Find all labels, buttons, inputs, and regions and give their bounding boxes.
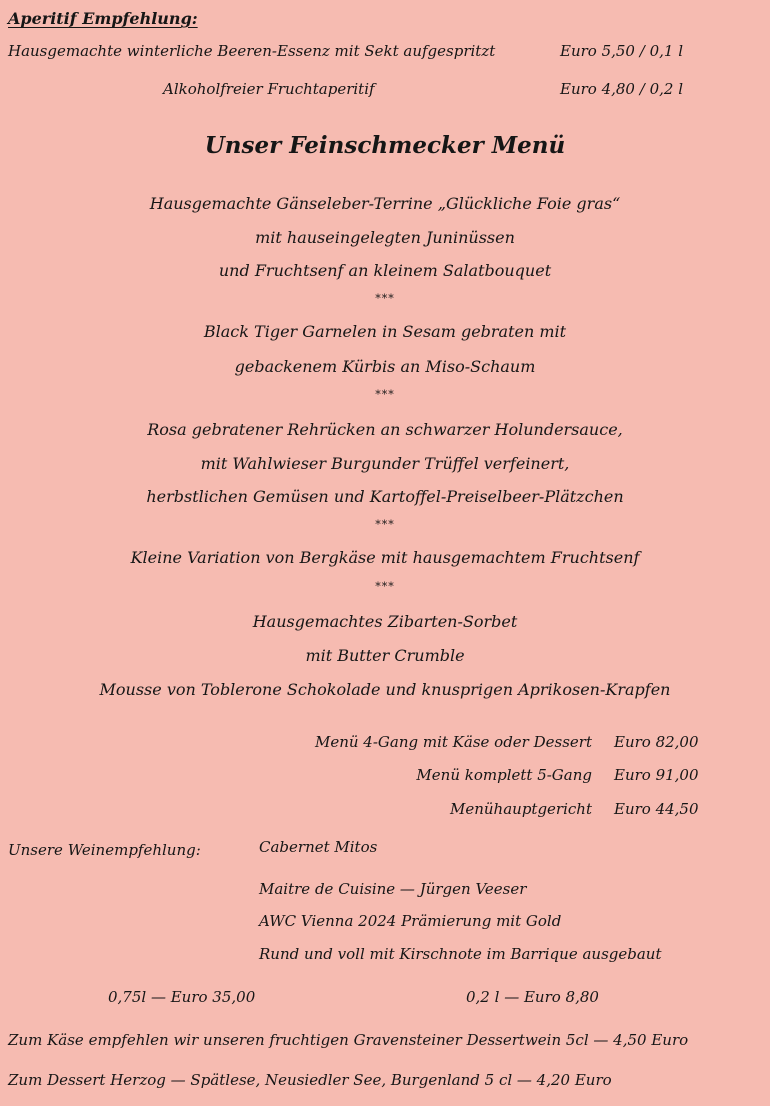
course-separator: ***: [375, 580, 395, 593]
course-4-line-1: Kleine Variation von Bergkäse mit hausgemachtem Fruchtsenf: [130, 548, 640, 567]
wine-detail-1: Maitre de Cuisine — Jürgen Veeser: [259, 880, 527, 898]
wine-detail-3: Rund und voll mit Kirschnote im Barrique ausgebaut: [259, 945, 662, 963]
wine-price-glass: 0,2 l — Euro 8,80: [466, 988, 599, 1006]
course-3-line-2: mit Wahlwieser Burgunder Trüffel verfeinert,: [200, 454, 570, 473]
pairing-cheese: Zum Käse empfehlen wir unseren fruchtigen Gravensteiner Dessertwein 5cl — 4,50 Euro: [8, 1031, 689, 1049]
menu-price-label-4-gang: Menü 4-Gang mit Käse oder Dessert: [314, 733, 592, 751]
pairing-dessert: Zum Dessert Herzog — Spätlese, Neusiedler See, Burgenland 5 cl — 4,20 Euro: [8, 1071, 612, 1089]
course-3-line-1: Rosa gebratener Rehrücken an schwarzer Holundersauce,: [147, 420, 623, 439]
course-separator: ***: [375, 292, 395, 305]
course-2-line-2: gebackenem Kürbis an Miso-Schaum: [234, 357, 536, 376]
course-2-line-1: Black Tiger Garnelen in Sesam gebraten mit: [203, 322, 567, 341]
course-1-line-1: Hausgemachte Gänseleber-Terrine „Glückliche Foie gras“: [149, 194, 621, 213]
aperitif-item-2-price: Euro 4,80 / 0,2 l: [560, 80, 683, 98]
course-1-line-3: und Fruchtsenf an kleinem Salatbouquet: [218, 261, 552, 280]
menu-price-label-5-gang: Menü komplett 5-Gang: [416, 766, 592, 784]
course-5-line-1: Hausgemachtes Zibarten-Sorbet: [252, 612, 518, 631]
menu-price-5-gang: Euro 91,00: [614, 766, 699, 784]
menu-price-4-gang: Euro 82,00: [614, 733, 699, 751]
wine-name: Cabernet Mitos: [259, 838, 378, 856]
aperitif-item-2-name: Alkoholfreier Fruchtaperitif: [163, 80, 375, 98]
wine-detail-2: AWC Vienna 2024 Prämierung mit Gold: [259, 912, 562, 930]
wine-heading: Unsere Weinempfehlung:: [8, 841, 201, 859]
aperitif-heading: Aperitif Empfehlung:: [8, 9, 198, 28]
aperitif-item-1-name: Hausgemachte winterliche Beeren-Essenz mit Sekt aufgespritzt: [8, 42, 496, 60]
course-separator: ***: [375, 518, 395, 531]
menu-price-label-hauptgericht: Menühauptgericht: [450, 800, 592, 818]
course-3-line-3: herbstlichen Gemüsen und Kartoffel-Preiselbeer-Plätzchen: [146, 487, 624, 506]
menu-price-hauptgericht: Euro 44,50: [614, 800, 699, 818]
course-1-line-2: mit hauseingelegten Juninüssen: [255, 228, 515, 247]
aperitif-item-1-price: Euro 5,50 / 0,1 l: [560, 42, 683, 60]
course-5-line-3: Mousse von Toblerone Schokolade und knusprigen Aprikosen-Krapfen: [99, 680, 671, 699]
course-5-line-2: mit Butter Crumble: [305, 646, 465, 665]
course-separator: ***: [375, 388, 395, 401]
menu-title: Unser Feinschmecker Menü: [204, 132, 566, 159]
wine-price-bottle: 0,75l — Euro 35,00: [108, 988, 256, 1006]
